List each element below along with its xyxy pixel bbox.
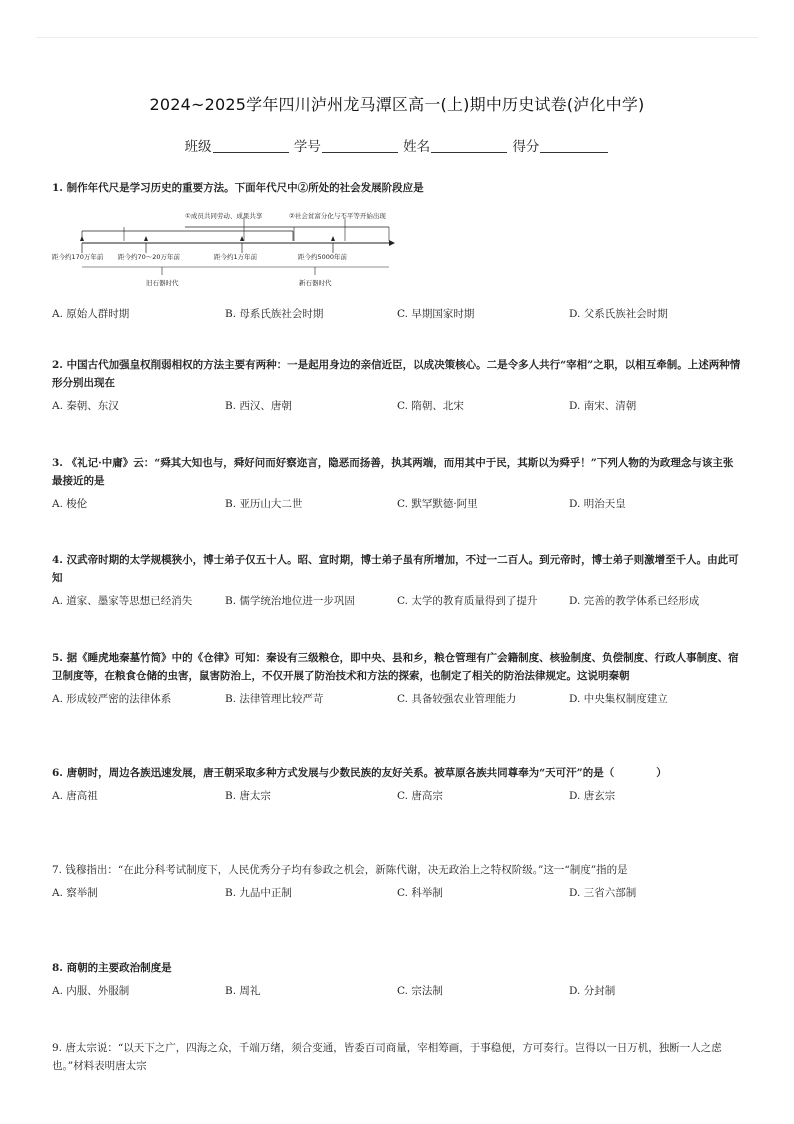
era-label-paleolithic: 旧石器时代 [146, 279, 179, 287]
options-row [52, 982, 742, 1000]
option-d[interactable]: D. 分封制 [569, 985, 616, 997]
option-a[interactable]: A. 察举制 [52, 887, 98, 899]
question-stem: 5. 据《睡虎地秦墓竹简》中的《仓律》可知：秦设有三级粮仓，即中央、县和乡，粮仓管理有广会籍制度、核验制度、负偿制度、行政人事制度、宿卫制度等，在粮食仓储的虫害，鼠害防治上，不仅开展了防治技术和方法的探索，也制定了相关的防治法律规定。这说明秦朝 [52, 652, 739, 682]
question-stem: 4. 汉武帝时期的太学规模狭小，博士弟子仅五十人。昭、宣时期，博士弟子虽有所增加，不过一二百人。到元帝时，博士弟子则激增至千人。由此可知 [52, 554, 739, 584]
question-stem: 6. 唐朝时，周边各族迅速发展，唐王朝采取多种方式发展与少数民族的友好关系。被草原各族共同尊奉为“天可汗”的是（ ） [52, 767, 667, 779]
tick-arrow-head [80, 236, 84, 241]
question-stem: 1. 制作年代尺是学习历史的重要方法。下面年代尺中②所处的社会发展阶段应是 [52, 182, 424, 194]
option-b[interactable]: B. 西汉、唐朝 [225, 400, 292, 412]
student-id-label: 学号 [293, 139, 321, 155]
option-b[interactable]: B. 儒学统治地位进一步巩固 [225, 595, 355, 607]
question-7 [52, 861, 742, 902]
timeline-top-label-2: ②社会贫富分化与不平等开始出现 [289, 212, 386, 220]
option-d[interactable]: D. 南宋、清朝 [569, 400, 637, 412]
score-blank[interactable] [540, 139, 608, 153]
question-stem: 9. 唐太宗说：“以天下之广，四海之众，千端万绪，须合变通，皆委百司商量，宰相筹画，于事稳便，方可奏行。岂得以一日万机，独断一人之虑也。”材料表明唐太宗 [52, 1042, 722, 1072]
option-d[interactable]: D. 唐玄宗 [569, 790, 616, 802]
option-b[interactable]: B. 九品中正制 [225, 887, 292, 899]
timeline-top-label-1: ①成员共同劳动、成果共享 [185, 212, 263, 220]
option-c[interactable]: C. 默罕默德·阿里 [397, 498, 478, 510]
option-c[interactable]: C. 唐高宗 [397, 790, 443, 802]
option-a[interactable]: A. 唐高祖 [52, 790, 98, 802]
option-d[interactable]: D. 三省六部制 [569, 887, 637, 899]
timeline-diagram [52, 205, 412, 295]
page-title: 2024~2025学年四川泸州龙马潭区高一(上)期中历史试卷(泸化中学) [149, 95, 645, 114]
option-d[interactable]: D. 中央集权制度建立 [569, 693, 668, 705]
option-a[interactable]: A. 形成较严密的法律体系 [52, 693, 172, 705]
name-label: 姓名 [403, 139, 431, 155]
student-id-blank[interactable] [322, 139, 398, 153]
timeline-arrow-icon [389, 240, 395, 246]
student-info-line [0, 135, 794, 155]
option-d[interactable]: D. 明治天皇 [569, 498, 626, 510]
question-5 [52, 649, 742, 708]
question-stem: 8. 商朝的主要政治制度是 [52, 962, 172, 974]
option-b[interactable]: B. 母系氏族社会时期 [225, 308, 324, 320]
option-a[interactable]: A. 原始人群时期 [52, 308, 130, 320]
question-stem: 7. 钱穆指出：“在此分科考试制度下，人民优秀分子均有参政之机会，新陈代谢，决无政治上之特权阶级。”这一“制度”指的是 [52, 864, 628, 876]
option-c[interactable]: C. 科举制 [397, 887, 443, 899]
options-row [52, 884, 742, 902]
question-stem: 2. 中国古代加强皇权削弱相权的方法主要有两种：一是起用身边的亲信近臣，以成决策核心。二是令多人共行“宰相”之职，以相互牵制。上述两种情形分别出现在 [52, 359, 741, 389]
class-blank[interactable] [213, 139, 289, 153]
options-row [52, 495, 742, 513]
question-2 [52, 356, 742, 415]
options-row [52, 787, 742, 805]
question-9 [52, 1039, 742, 1075]
option-c[interactable]: C. 早期国家时期 [397, 308, 475, 320]
option-d[interactable]: D. 完善的教学体系已经形成 [569, 595, 700, 607]
options-row [52, 305, 742, 323]
class-label: 班级 [184, 139, 212, 155]
name-blank[interactable] [431, 139, 507, 153]
option-c[interactable]: C. 隋朝、北宋 [397, 400, 464, 412]
option-c[interactable]: C. 宗法制 [397, 985, 443, 997]
options-row [52, 592, 742, 610]
question-8 [52, 959, 742, 1000]
era-label-neolithic: 新石器时代 [299, 279, 332, 287]
page-top-divider [36, 37, 758, 38]
option-b[interactable]: B. 唐太宗 [225, 790, 271, 802]
timeline-tick-label-4: 距今约5000年前 [298, 253, 348, 261]
question-stem: 3. 《礼记·中庸》云：“舜其大知也与，舜好问而好察迩言，隐恶而扬善，执其两端，而用其中于民，其斯以为舜乎！”下列人物的为政理念与该主张最接近的是 [52, 457, 734, 487]
option-a[interactable]: A. 秦朝、东汉 [52, 400, 119, 412]
tick-arrow-head [331, 236, 335, 241]
timeline-tick-label-1: 距今约170万年前 [52, 253, 104, 261]
score-label: 得分 [512, 139, 540, 155]
option-a[interactable]: A. 道家、墨家等思想已经消失 [52, 595, 193, 607]
options-row [52, 690, 742, 708]
option-a[interactable]: A. 梭伦 [52, 498, 88, 510]
option-a[interactable]: A. 内服、外服制 [52, 985, 130, 997]
question-1 [52, 179, 742, 197]
option-c[interactable]: C. 太学的教育质量得到了提升 [397, 595, 538, 607]
question-3 [52, 454, 742, 513]
option-b[interactable]: B. 周礼 [225, 985, 261, 997]
option-d[interactable]: D. 父系氏族社会时期 [569, 308, 668, 320]
question-6 [52, 764, 742, 805]
timeline-tick-label-3: 距今约1万年前 [214, 253, 258, 261]
option-b[interactable]: B. 亚历山大二世 [225, 498, 303, 510]
question-1-options [52, 300, 742, 323]
tick-arrow-head [144, 236, 148, 241]
option-b[interactable]: B. 法律管理比较严苛 [225, 693, 324, 705]
timeline-tick-label-2: 距今约70～20万年前 [118, 253, 181, 261]
option-c[interactable]: C. 具备较强农业管理能力 [397, 693, 517, 705]
options-row [52, 397, 742, 415]
tick-arrow-head [240, 236, 244, 241]
question-4 [52, 551, 742, 610]
